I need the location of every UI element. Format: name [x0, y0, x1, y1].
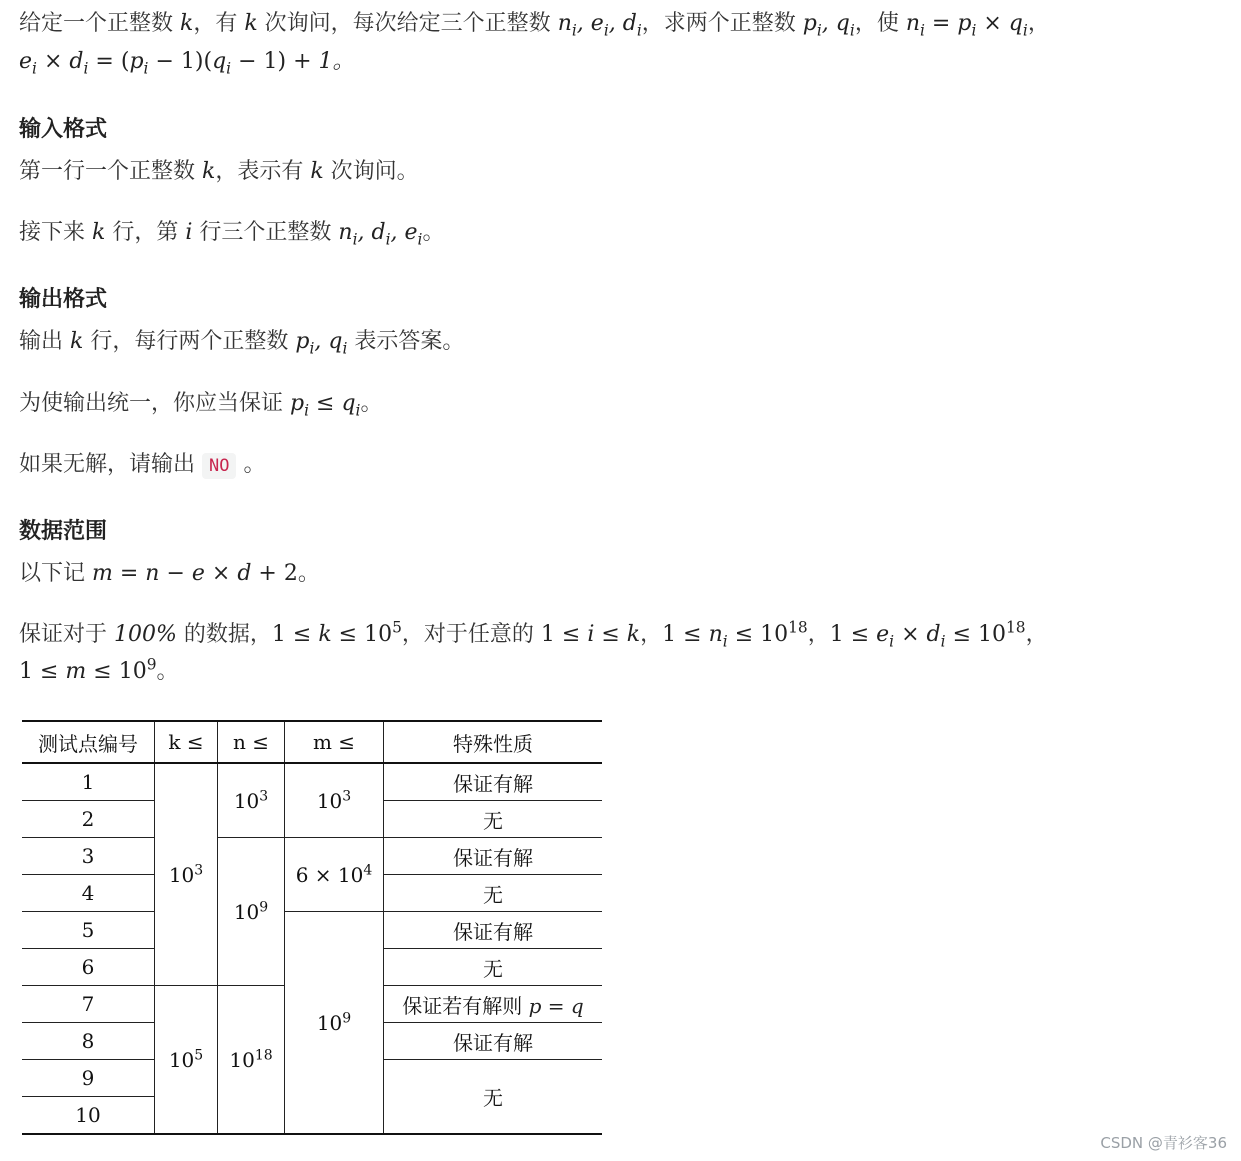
output-format-line-2: 为使输出统一，你应当保证 $p_i \le q_i$。 [19, 391, 383, 420]
header-property: 特殊性质 [384, 721, 603, 763]
n-cell-large: $10^{18}$ [218, 986, 285, 1135]
table-row: 8 保证有解 [22, 1023, 602, 1060]
header-k: k ≤ [155, 721, 218, 763]
output-format-heading: 输出格式 [19, 287, 108, 312]
n-cell-small: $10^3$ [218, 763, 285, 838]
header-m: m ≤ [285, 721, 384, 763]
header-test-id: 测试点编号 [22, 721, 155, 763]
table-row: 2 无 [22, 801, 602, 838]
table-row: 7 $10^5$ $10^{18}$ 保证若有解则 p = q [22, 986, 602, 1023]
data-range-line-1: 以下记 m = n − e × d + 2。 [19, 561, 320, 586]
intro-line-1: 给定一个正整数 k，有 k 次询问，每次给定三个正整数 $n_i$, $e_i$, $d_i$，求两个正整数 $p_i$, $q_i$，使 $n_i = p_i \times q_i$， [19, 11, 1050, 40]
input-format-line-2: 接下来 k 行，第 i 行三个正整数 $n_i$, $d_i$, $e_i$。 [19, 220, 445, 249]
table-row: 9 无 [22, 1060, 602, 1097]
no-code-snippet: NO [202, 453, 236, 479]
data-range-line-2: 保证对于 100% 的数据，$1 \le k \le 10^5$，对于任意的 1 ≤ i ≤ k，$1 \le n_i \le 10^{18}$，$1 \le e_i \times d_i \le 10^{18}$， [19, 618, 1048, 651]
k-cell-small: $10^3$ [155, 763, 218, 986]
table-row: 10 [22, 1097, 602, 1135]
header-n: n ≤ [218, 721, 285, 763]
constraints-table [22, 720, 602, 1135]
data-range-line-3: $1 \le m \le 10^9$。 [19, 655, 179, 684]
intro-line-2: $e_i \times d_i = (p_i - 1)(q_i - 1) + 1$。 [19, 49, 355, 78]
constraints-table-wrapper [22, 720, 602, 1135]
table-row: 4 无 [22, 875, 602, 912]
output-format-line-3: 如果无解，请输出 NO 。 [19, 452, 266, 477]
m-cell-small: $10^3$ [285, 763, 384, 838]
data-range-heading: 数据范围 [19, 519, 108, 544]
input-format-line-1: 第一行一个正整数 k，表示有 k 次询问。 [19, 159, 419, 184]
k-cell-large: $10^5$ [155, 986, 218, 1135]
table-row: 5 $10^9$ 保证有解 [22, 912, 602, 949]
input-format-heading: 输入格式 [19, 117, 108, 142]
m-cell-large: $10^9$ [285, 912, 384, 1135]
watermark: CSDN @青衫客36 [1100, 1134, 1227, 1152]
table-header-row [22, 721, 602, 763]
table-row: 6 无 [22, 949, 602, 986]
table-row: 1 $10^3$ $10^3$ $10^3$ 保证有解 [22, 763, 602, 801]
n-cell-medium: $10^9$ [218, 838, 285, 986]
table-row: 3 $10^9$ $6 \times 10^4$ 保证有解 [22, 838, 602, 875]
m-cell-medium: $6 \times 10^4$ [285, 838, 384, 912]
output-format-line-1: 输出 k 行，每行两个正整数 $p_i$, $q_i$ 表示答案。 [19, 329, 465, 358]
